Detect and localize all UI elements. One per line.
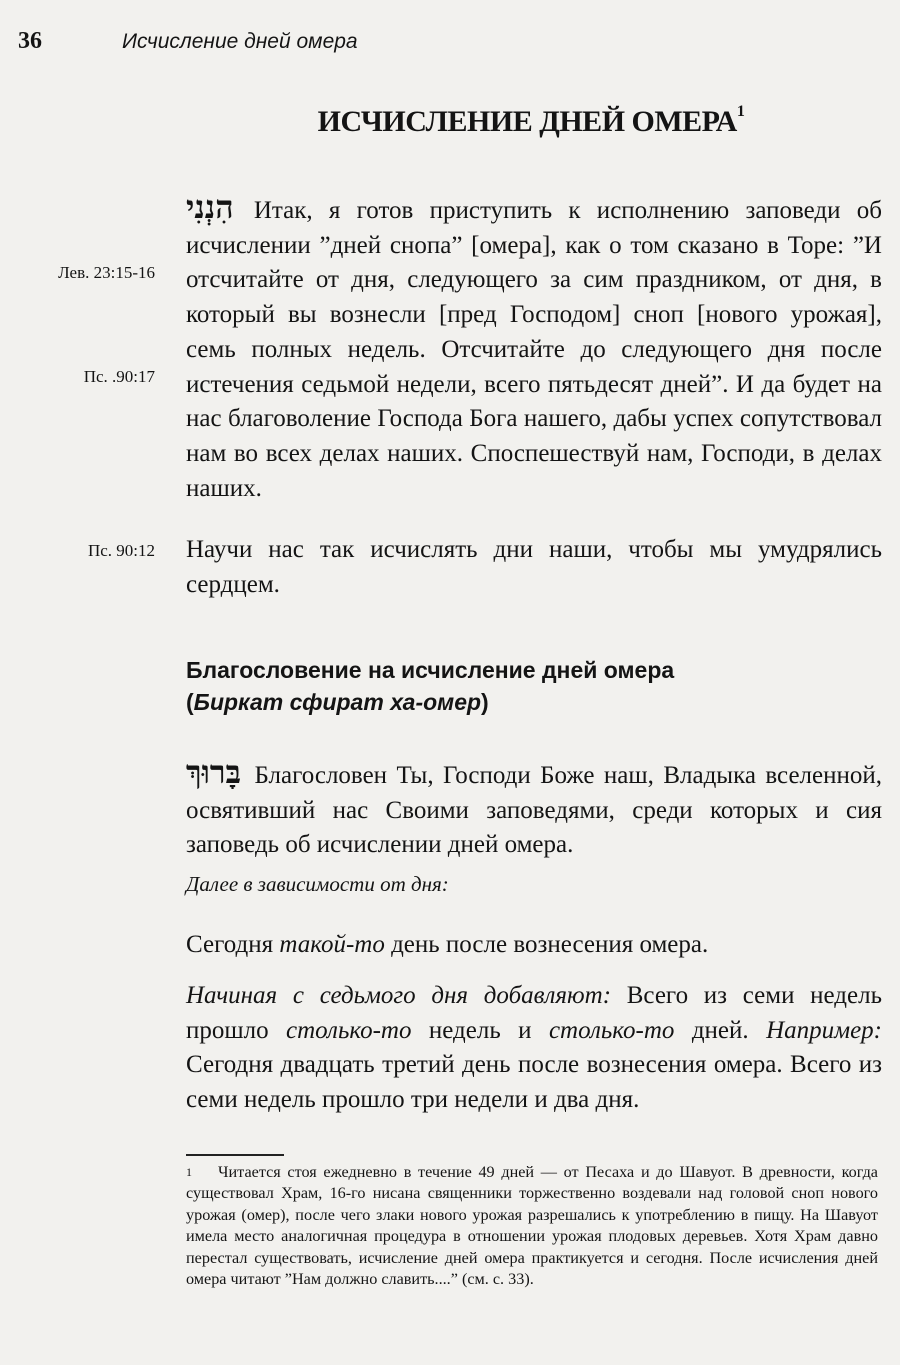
blessing-heading-transliteration: Биркат сфират ха-омер — [193, 689, 482, 715]
footnote — [186, 1162, 878, 1290]
footnote-divider — [186, 1154, 284, 1156]
footnote-mark: 1 — [186, 1165, 192, 1179]
instruction-text: Далее в зависимости от дня: — [186, 872, 449, 896]
margin-ref-leviticus: Лев. 23:15-16 — [58, 263, 155, 282]
intro-paragraph — [186, 190, 882, 506]
footnote-text: Читается стоя ежедневно в течение 49 дней — от Песаха и до Шавуот. В древности, когда существовал Храм, 16-го нисана священники торжественно воздевали над головой сноп нового урожая (омер), после чего злаки нового урожая разрешались к употреблению в пищу. На Шавуот имела место аналогичная процедура в отношении урожая плодовых деревьев. Хотя Храм давно перестал существовать, исчисление дней омера практикуется и сегодня. После исчисления дней омера читают ”Нам должно славить....” (см. с. 33). — [186, 1163, 878, 1289]
running-header — [18, 28, 358, 58]
psalm-verse-paragraph — [186, 533, 882, 602]
today-text-1: Сегодня — [186, 931, 280, 958]
chapter-title-text: ИСЧИСЛЕНИЕ ДНЕЙ ОМЕРА — [317, 105, 737, 138]
psalm-verse-text: Научи нас так исчислять дни наши, чтобы мы умудрялись сердцем. — [186, 536, 882, 598]
seventh-text-1: Всего из семи недель прошло — [186, 982, 882, 1044]
example-label: Например: — [766, 1016, 882, 1044]
today-paragraph — [186, 928, 882, 963]
hebrew-word-baruch: בָּרוּךְ — [186, 753, 242, 791]
seventh-day-intro: Начиная с седьмого дня добавляют: — [186, 982, 612, 1009]
seventh-day-paragraph — [186, 979, 882, 1118]
blessing-paragraph — [186, 755, 882, 863]
chapter-title — [186, 105, 876, 139]
today-italic: такой-то — [279, 931, 385, 958]
margin-ref-psalm-90-17: Пс. .90:17 — [83, 367, 155, 386]
seventh-italic-2: столько-то — [548, 1016, 675, 1044]
blessing-heading — [186, 654, 886, 718]
hebrew-word-hineni: הִנְנִי — [186, 188, 234, 226]
page-number: 36 — [18, 28, 42, 54]
title-footnote-mark: 1 — [736, 103, 745, 120]
running-title: Исчисление дней омера — [122, 30, 358, 53]
seventh-italic-1: столько-то — [286, 1016, 412, 1044]
paren-close: ) — [481, 689, 489, 715]
margin-ref-psalm-90-12: Пс. 90:12 — [87, 541, 155, 560]
intro-text: Итак, я готов приступить к исполнению заповеди об исчислении ”дней снопа” [омера], как о том сказано в Торе: ”И отсчитайте от дня, следующего за сим праздником, от дня, в который вы вознесли [пред Господом] сноп [нового урожая], семь полных недель. Отсчитайте до следующего дня после истечения седьмой недели, всего пятьдесят дней”. И да будет на нас благоволение Господа Бога нашего, дабы успех сопутствовал нам во всех делах наших. Споспешествуй нам, Господи, в делах наших. — [186, 197, 882, 502]
today-text-2: день после вознесения омера. — [384, 931, 709, 958]
blessing-text: Благословен Ты, Господи Боже наш, Владыка вселенной, освятивший нас Своими заповедями, среди которых и сия заповедь об исчислении дней омера. — [186, 762, 883, 859]
seventh-text-2: недель и — [411, 1016, 549, 1044]
example-text: Сегодня двадцать третий день после вознесения омера. Всего из семи недель прошло три недели и два дня. — [186, 1051, 882, 1114]
paren-open: ( — [186, 689, 194, 715]
seventh-text-3: дней. — [674, 1016, 767, 1044]
blessing-heading-line1: Благословение на исчисление дней омера — [186, 657, 675, 683]
